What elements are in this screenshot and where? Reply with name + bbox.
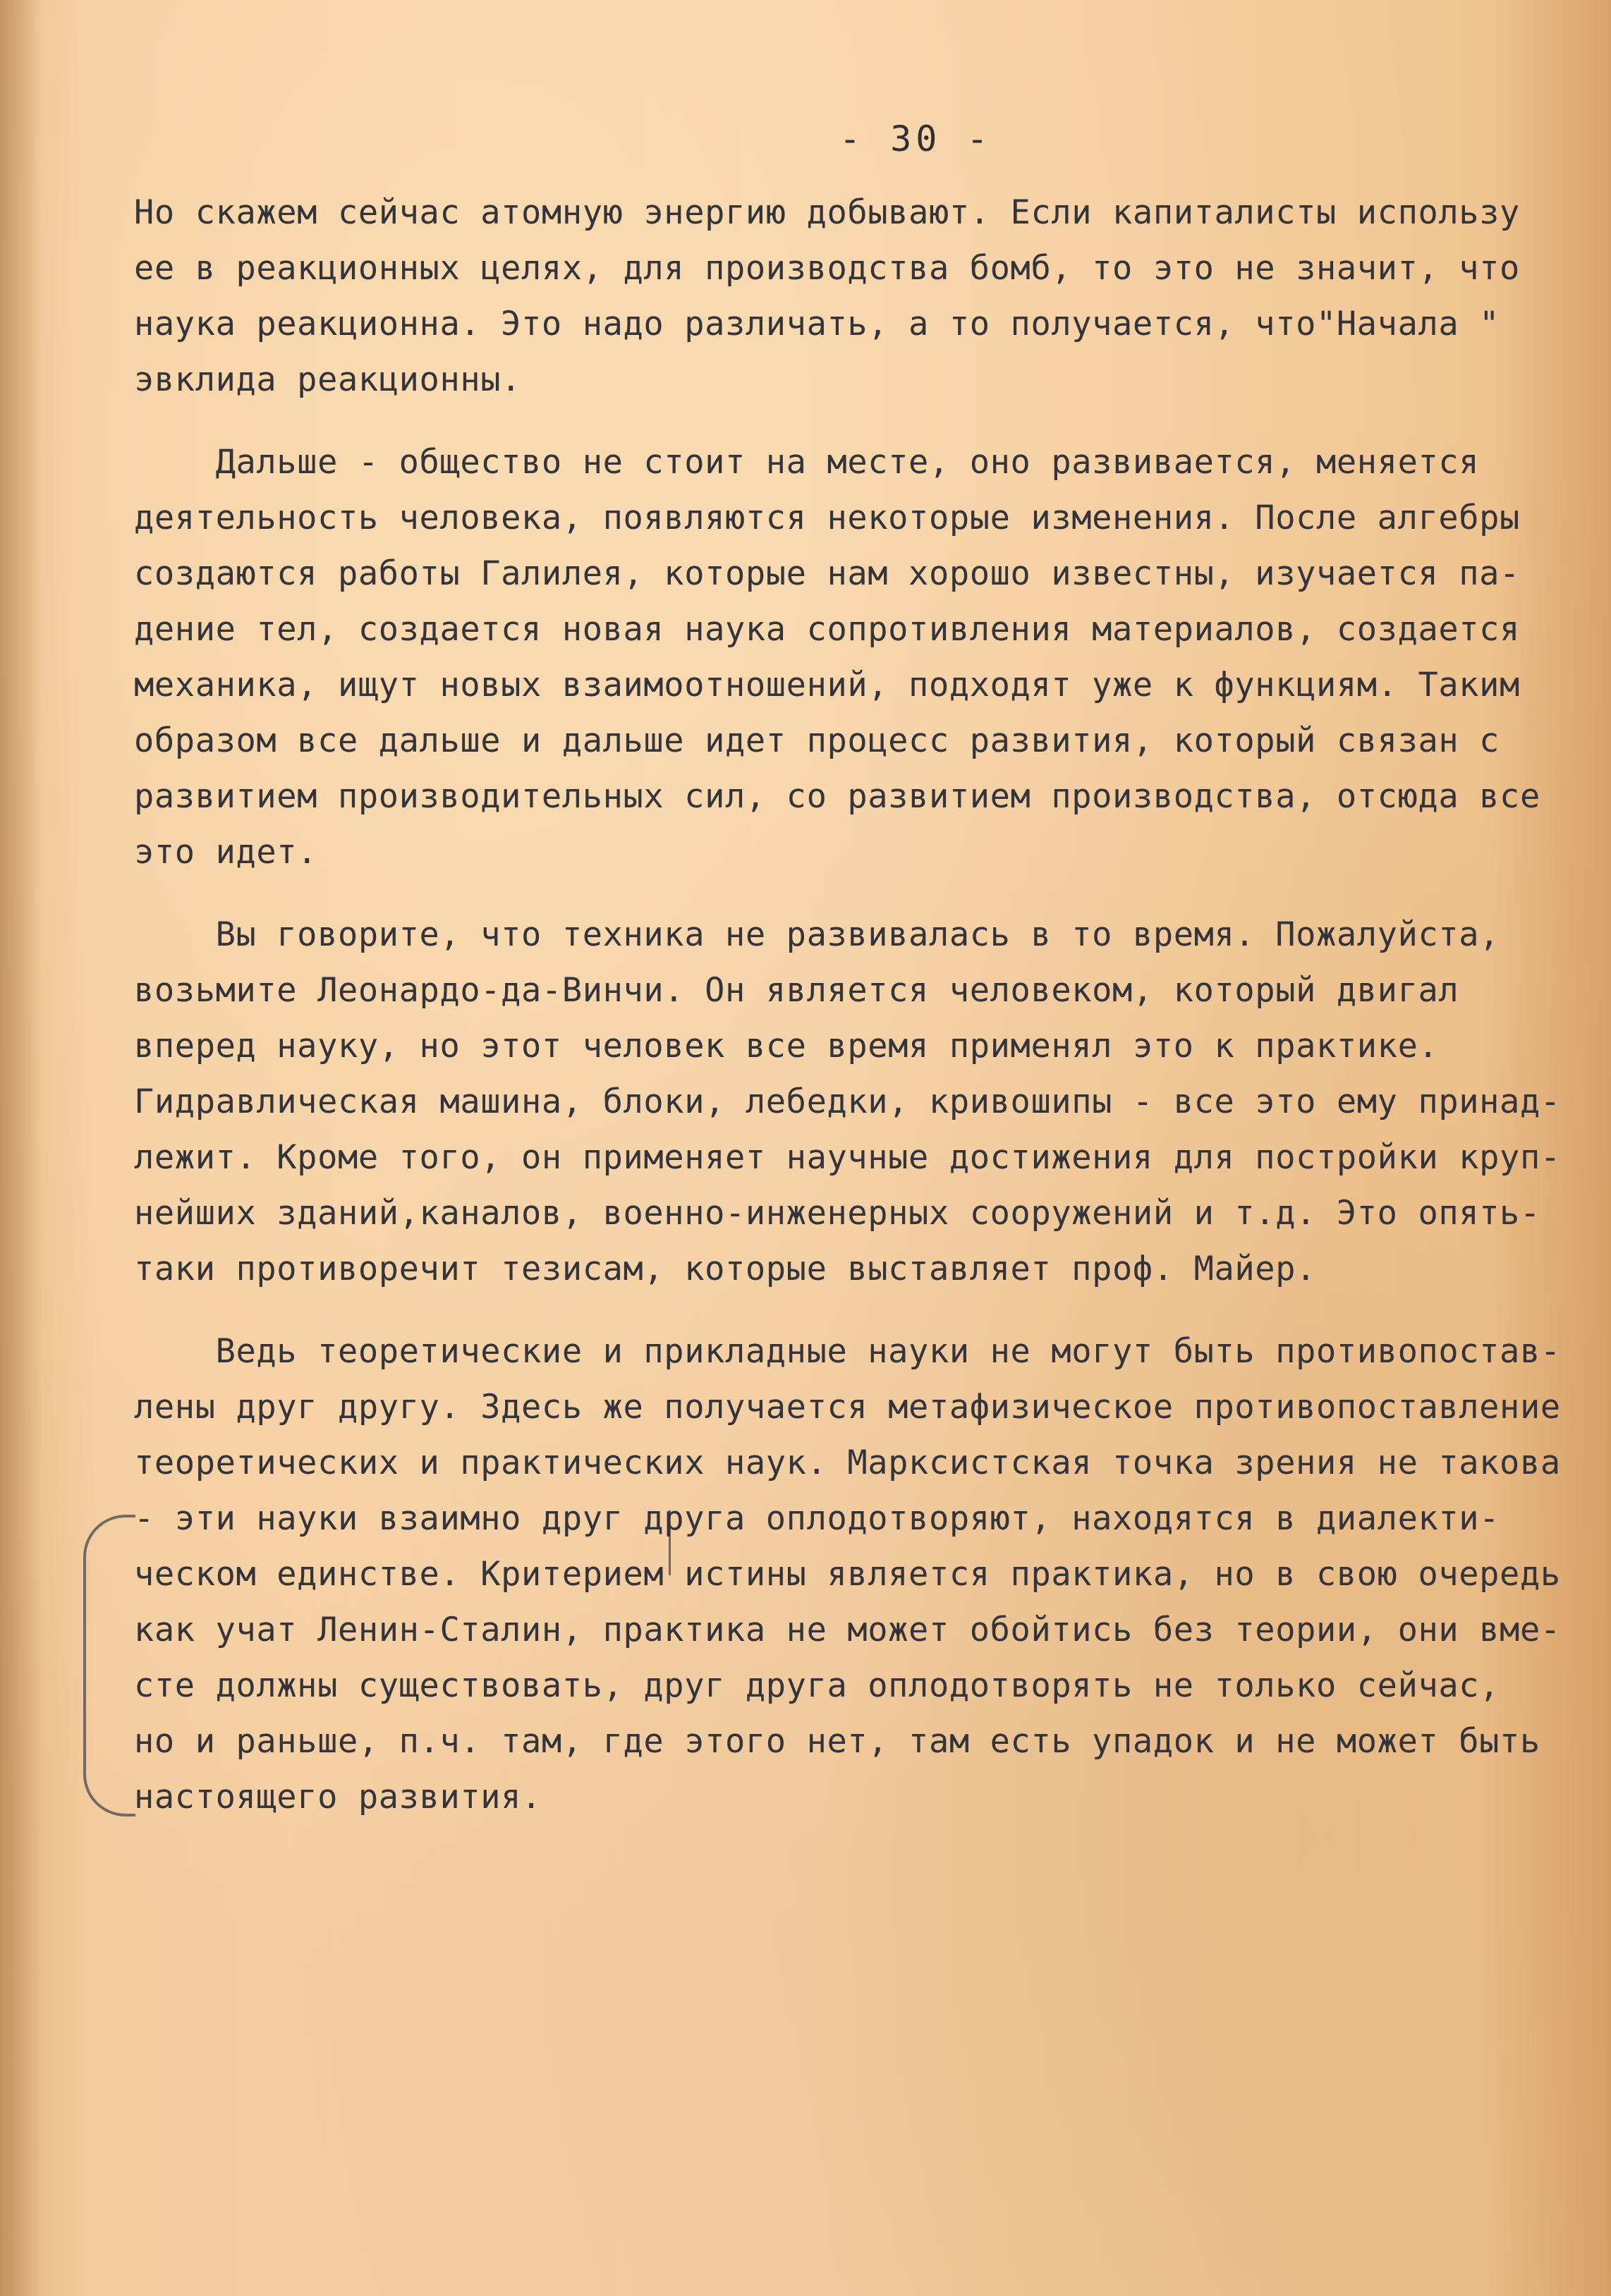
margin-bracket-mark	[83, 1515, 135, 1816]
text-line: как учат Ленин-Сталин, практика не может обойтись без теории, они вме-	[134, 1611, 1561, 1649]
text-line: нейших зданий,каналов, военно-инженерных сооружений и т.д. Это опять-	[134, 1194, 1540, 1233]
text-line: создаются работы Галилея, которые нам хорошо известны, изучается па-	[134, 554, 1520, 593]
text-line: деятельность человека, появляются некоторые изменения. После алгебры	[134, 499, 1520, 537]
text-line: Гидравлическая машина, блоки, лебедки, кривошипы - все это ему принад-	[134, 1082, 1561, 1121]
text-line: дение тел, создается новая наука сопротивления материалов, создается	[134, 610, 1520, 649]
text-line: Но скажем сейчас атомную энергию добывают. Если капиталисты использу	[134, 193, 1520, 232]
text-line: теоретических и практических наук. Марксистская точка зрения не такова	[134, 1443, 1561, 1482]
page-number: - 30 -	[839, 118, 992, 159]
page-edge-shadow	[0, 0, 42, 2296]
text-line: сте должны существовать, друг друга оплодотворять не только сейчас,	[134, 1666, 1500, 1705]
text-line: лены друг другу. Здесь же получается метафизическое противопоставление	[134, 1388, 1561, 1427]
paragraph-4	[134, 1324, 1587, 1825]
text-line: лежит. Кроме того, он применяет научные достижения для постройки круп-	[134, 1138, 1561, 1177]
text-line: развитием производительных сил, со развитием производства, отсюда все	[134, 777, 1540, 816]
text-line: механика, ищут новых взаимоотношений, подходят уже к функциям. Таким	[134, 666, 1520, 704]
text-line: - эти науки взаимно друг друга оплодотворяют, находятся в диалекти-	[134, 1499, 1500, 1538]
text-line: возьмите Леонардо-да-Винчи. Он является человеком, который двигал	[134, 971, 1459, 1010]
text-line: Ведь теоретические и прикладные науки не могут быть противопостав-	[134, 1332, 1561, 1371]
text-line: но и раньше, п.ч. там, где этого нет, там есть упадок и не может быть	[134, 1722, 1540, 1761]
text-line: вперед науку, но этот человек все время применял это к практике.	[134, 1027, 1439, 1065]
text-line: таки противоречит тезисам, которые выставляет проф. Майер.	[134, 1250, 1316, 1288]
text-line: эвклида реакционны.	[134, 360, 522, 399]
paragraph-3	[134, 907, 1587, 1297]
text-line: Дальше - общество не стоит на месте, оно развивается, меняется	[134, 443, 1480, 482]
text-line: ее в реакционных целях, для производства бомб, то это не значит, что	[134, 249, 1520, 288]
text-line: это идет.	[134, 833, 318, 872]
paragraph-1	[134, 185, 1587, 408]
text-line: Вы говорите, что техника не развивалась в то время. Пожалуйста,	[134, 915, 1500, 954]
typed-text-body	[134, 185, 1587, 1852]
text-line: настоящего развития.	[134, 1778, 542, 1816]
text-line: наука реакционна. Это надо различать, а то получается, что"Начала "	[134, 305, 1500, 343]
paragraph-2	[134, 434, 1587, 880]
text-line: образом все дальше и дальше идет процесс развития, который связан с	[134, 721, 1500, 760]
text-line: ческом единстве. Критерием истины является практика, но в свою очередь	[134, 1555, 1561, 1594]
